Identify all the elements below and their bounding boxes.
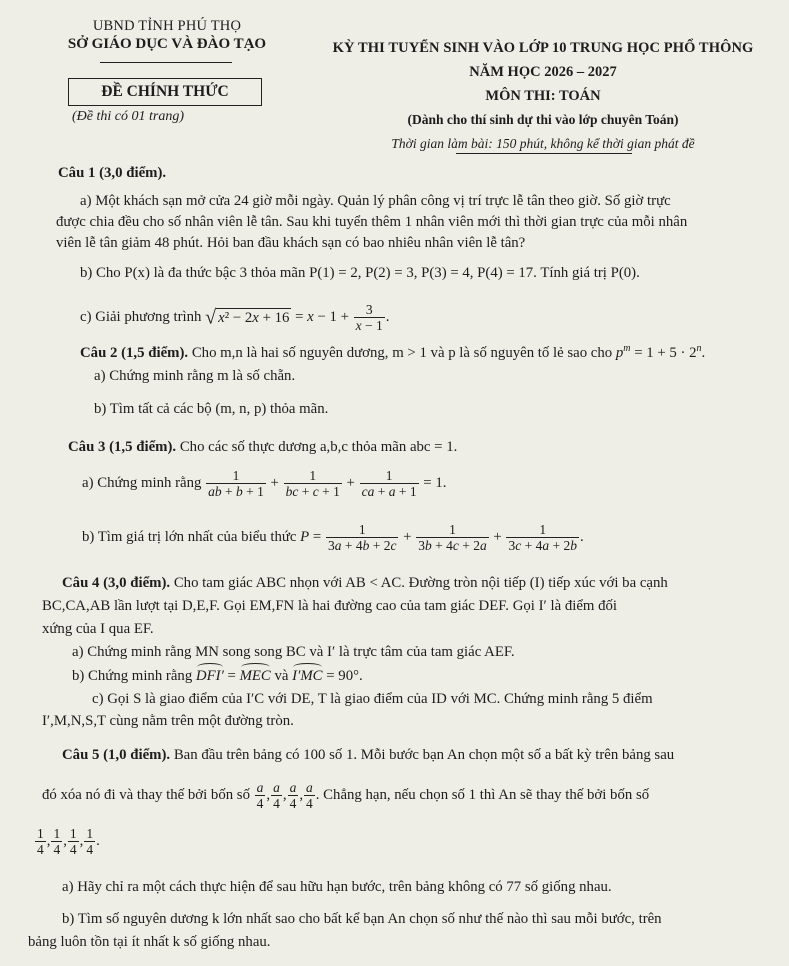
q5a-line: a) Hãy chỉ ra một cách thực hiện để sau hữu hạn bước, trên bảng không có 77 số giống nhau. [62, 879, 612, 895]
q4-text1: Cho tam giác ABC nhọn với AB < AC. Đường tròn nội tiếp (I) tiếp xúc với ba cạnh [173, 575, 668, 591]
q5-line2: đó xóa nó đi và thay thế bởi bốn số $\frac{a}{4}$ , $\frac{a}{4}$ , $\frac{a}{4}$ , $\frac{a}{4}$ . Chẳng hạn, nếu chọn số 1 thì An sẽ thay thế bởi bốn số [42, 780, 650, 811]
q2a-line: a) Chứng minh rằng m là số chẵn. [94, 368, 296, 384]
fraction-a4-4: $\frac{a}{4}$ [306, 780, 313, 811]
time-note: Thời gian làm bài: 150 phút, không kể thời gian phát đề [391, 136, 695, 151]
q2b-line: b) Tìm tất cả các bộ (m, n, p) thỏa mãn. [94, 401, 329, 417]
q3-line [68, 438, 457, 456]
header-right [300, 40, 786, 152]
department-name: SỞ GIÁO DỤC VÀ ĐÀO TẠO [67, 36, 267, 52]
q3b-prefix: b) Tìm giá trị lớn nhất của biểu thức [82, 528, 297, 545]
q1c-prefix: c) Giải phương trình [80, 308, 202, 325]
fraction-quarter-4: $\frac{1}{4}$ [86, 826, 94, 857]
q4c-line1: c) Gọi S là giao điểm của I′C với DE, T là giao điểm của ID với MC. Chứng minh rằng 5 điểm [92, 691, 653, 707]
fraction-quarter-1: $\frac{1}{4}$ [37, 826, 44, 857]
q4a-line: a) Chứng minh rằng MN song song BC và I′ là trực tâm của tam giác AEF. [72, 644, 515, 660]
fraction-a4-3: $\frac{a}{4}$ [289, 780, 297, 811]
q5-line1 [62, 746, 674, 764]
fraction-p-term-1: $\frac{1}{3a + 4b + 2c}$ [327, 522, 397, 553]
q2-line: Câu 2 (1,5 điểm). Cho m,n là hai số nguyên dương, m > 1 và p là số nguyên tố lẻ sao cho $p^m = 1 + 5 \cdot 2^n$. [80, 343, 706, 361]
angle-mec: MEC [239, 668, 271, 684]
authority-name: UBND TỈNH PHÚ THỌ [92, 18, 242, 34]
q4-line1 [62, 574, 668, 592]
header-underline [100, 62, 232, 63]
official-stamp: ĐỀ CHÍNH THỨC [68, 78, 262, 106]
q1-title: Câu 1 (3,0 điểm). [58, 165, 167, 181]
q2-intro: Cho m,n là hai số nguyên dương, m > 1 và p là số nguyên tố lẻ sao cho [191, 344, 613, 361]
q3b-line: b) Tìm giá trị lớn nhất của biểu thức P = $\frac{1}{3a + 4b + 2c}$ + $\frac{1}{3b + 4c + 2a}$ + $\frac{1}{3c + 4a + 2b}$ . [82, 522, 584, 553]
page-note: (Đề thi có 01 trang) [72, 109, 184, 124]
q5-line2-prefix: đó xóa nó đi và thay thế bởi bốn số [42, 786, 250, 803]
q5-line2-suffix: . Chẳng hạn, nếu chọn số 1 thì An sẽ thay thế bởi bốn số [315, 786, 650, 803]
q1a-line2: được chia đều cho số nhân viên lễ tân. Sau khi tuyển thêm 1 nhân viên mới thì thời gian trực của mỗi nhân [56, 214, 688, 230]
q5-example-fractions: $\frac{1}{4}$ , $\frac{1}{4}$ , $\frac{1}{4}$ , $\frac{1}{4}$ . [37, 826, 100, 857]
q1b-line: b) Cho P(x) là đa thức bậc 3 thỏa mãn P(1) = 2, P(2) = 3, P(3) = 4, P(4) = 17. Tính giá trị P(0). [80, 265, 640, 281]
header-left [42, 18, 292, 53]
exam-title: KỲ THI TUYỂN SINH VÀO LỚP 10 TRUNG HỌC PHỔ THÔNG [332, 40, 754, 56]
sqrt-expression: √ x² − 2x + 16 [205, 306, 290, 329]
q4-line3: xứng của I qua EF. [42, 621, 154, 637]
q3-title: Câu 3 (1,5 điểm). [68, 439, 177, 455]
q4-line2: BC,CA,AB lần lượt tại D,E,F. Gọi EM,FN là hai đường cao của tam giác DEF. Gọi I′ là điểm đối [42, 598, 618, 614]
q5-title: Câu 5 (1,0 điểm). [62, 747, 171, 763]
fraction-a4-1: $\frac{a}{4}$ [256, 780, 264, 811]
q4b-line: b) Chứng minh rằng DFI′ = MEC và I′MC = 90°. [72, 668, 363, 684]
q4b-prefix: b) Chứng minh rằng [72, 668, 193, 684]
fraction-quarter-3: $\frac{1}{4}$ [69, 826, 77, 857]
q4-title: Câu 4 (3,0 điểm). [62, 575, 171, 591]
angle-imc: I′MC [292, 668, 323, 684]
q5b-line1: b) Tìm số nguyên dương k lớn nhất sao cho bất kể bạn An chọn số như thế nào thì sau mỗi bước, trên [62, 911, 662, 927]
q3a-line: a) Chứng minh rằng $\frac{1}{ab + b + 1}$ + $\frac{1}{bc + c + 1}$ + $\frac{1}{ca + a + 1}$ = 1. [82, 468, 447, 499]
q4c-line2: I′,M,N,S,T cùng nằm trên một đường tròn. [42, 713, 294, 729]
fraction-term-2: $\frac{1}{bc + c + 1}$ [285, 468, 340, 499]
fraction-p-term-2: $\frac{1}{3b + 4c + 2a}$ [418, 522, 487, 553]
q5-text1: Ban đầu trên bảng có 100 số 1. Mỗi bước bạn An chọn một số a bất kỳ trên bảng sau [173, 747, 675, 763]
subject: MÔN THI: TOÁN [485, 88, 601, 104]
fraction-quarter-2: $\frac{1}{4}$ [53, 826, 61, 857]
q3a-prefix: a) Chứng minh rằng [82, 474, 202, 491]
fraction-term-3: $\frac{1}{ca + a + 1}$ [361, 468, 417, 499]
q2-title: Câu 2 (1,5 điểm). [80, 344, 189, 361]
school-year: NĂM HỌC 2026 – 2027 [469, 64, 617, 80]
q3-intro: Cho các số thực dương a,b,c thỏa mãn abc = 1. [179, 439, 458, 455]
q1a-line3: viên lễ tân giảm 48 phút. Hỏi ban đầu khách sạn có bao nhiêu nhân viên lễ tân? [56, 235, 526, 251]
audience-note: (Dành cho thí sinh dự thi vào lớp chuyên Toán) [407, 112, 679, 127]
fraction-p-term-3: $\frac{1}{3c + 4a + 2b}$ [508, 522, 577, 553]
fraction-a4-2: $\frac{a}{4}$ [273, 780, 280, 811]
fraction-3-over-x-minus-1: $\frac{3}{x - 1}$ [355, 302, 383, 333]
angle-dfi: DFI′ [195, 668, 224, 684]
q1c-line: c) Giải phương trình √ x² − 2x + 16 = x − 1 + $\frac{3}{x - 1}$ . [80, 302, 390, 333]
q5b-line2: bảng luôn tồn tại ít nhất k số giống nhau. [28, 934, 271, 950]
time-underline [456, 153, 632, 154]
fraction-term-1: $\frac{1}{ab + b + 1}$ [208, 468, 264, 499]
q1a-line1: a) Một khách sạn mở cửa 24 giờ mỗi ngày. Quản lý phân công vị trí trực lễ tân theo giờ. Số giờ trực [80, 193, 671, 209]
